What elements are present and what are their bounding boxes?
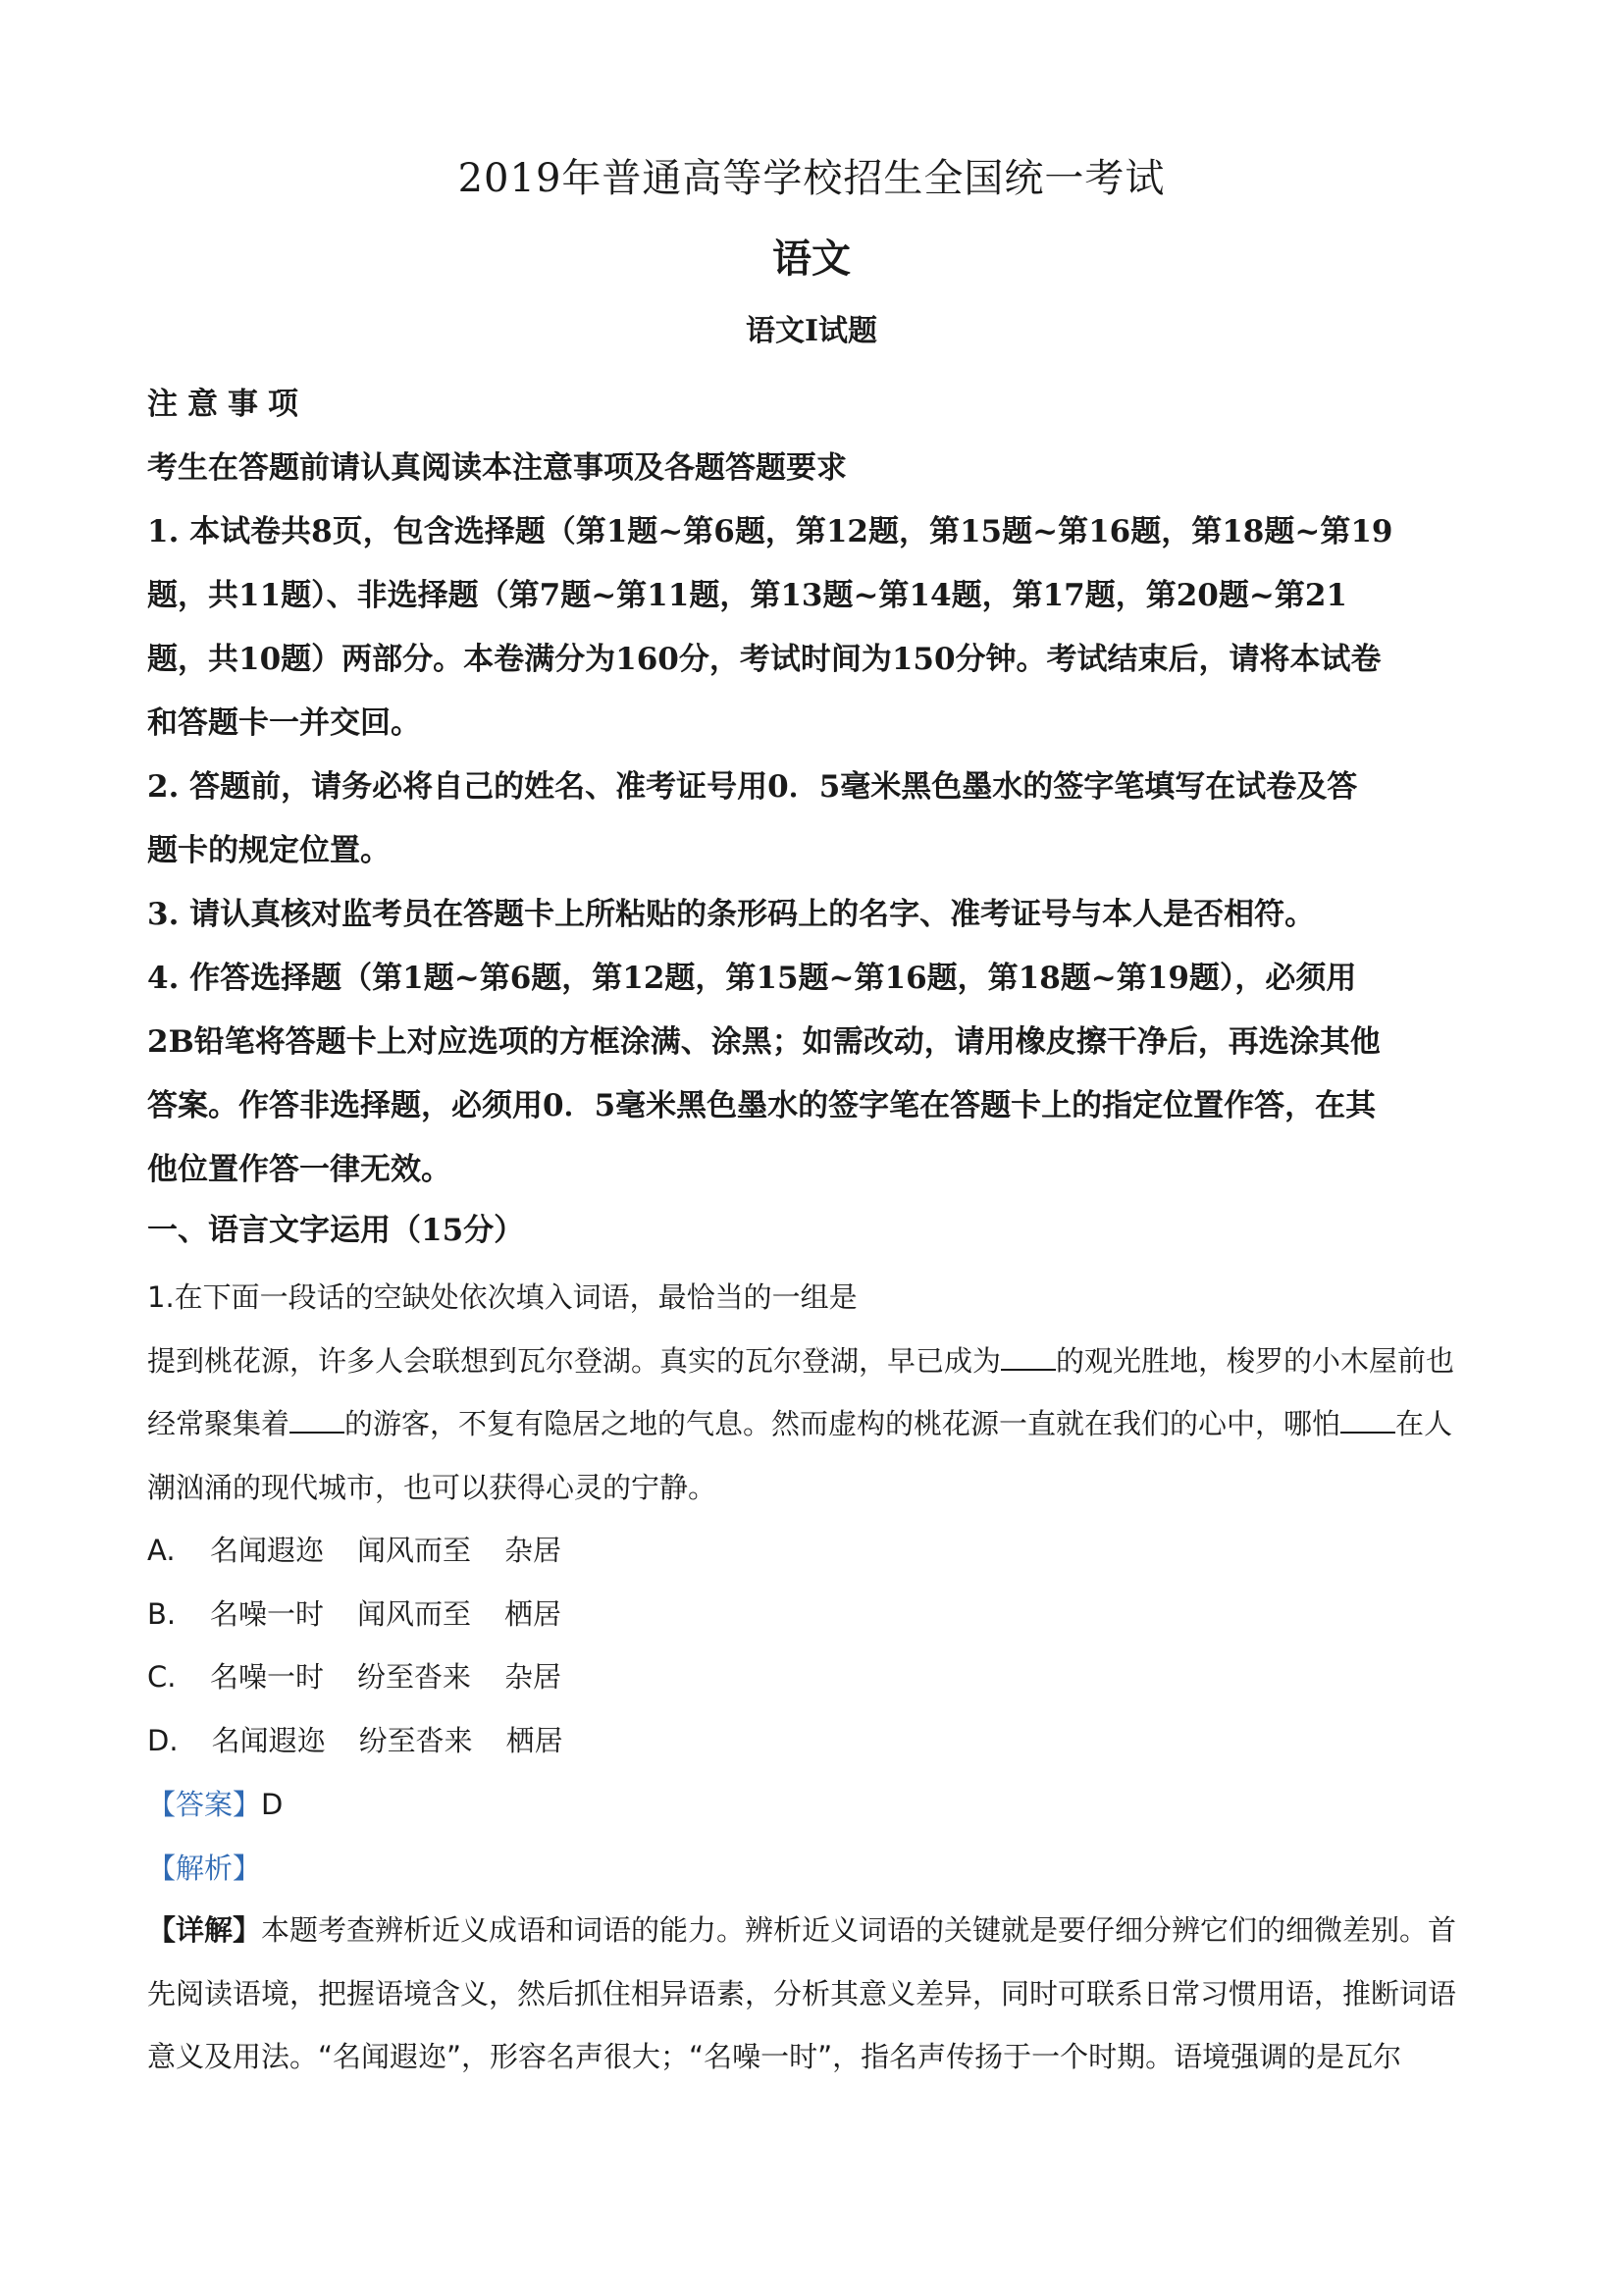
analysis-line — [147, 1837, 1492, 1901]
question-1 — [147, 1266, 1492, 1519]
detail-line: 【详解】本题考查辨析近义成语和词语的能力。辨析近义词语的关键就是要仔细分辨它们的细微差别。首 — [147, 1913, 1457, 1947]
detail-label: 【详解】 — [147, 1913, 262, 1947]
fill-blank — [1340, 1403, 1395, 1434]
instruction-line: 题，共11题）、非选择题（第7题~第11题，第13题~第14题，第17题，第20题~第21 — [147, 578, 1347, 613]
instruction-line: 题，共10题）两部分。本卷满分为160分，考试时间为150分钟。考试结束后，请将本试卷 — [147, 642, 1382, 677]
option-c: C. 名噪一时 纷至沓来 杂居 — [147, 1660, 562, 1694]
question-stem: 1.在下面一段话的空缺处依次填入词语，最恰当的一组是 — [147, 1280, 858, 1314]
instructions-intro: 考生在答题前请认真阅读本注意事项及各题答题要求 — [147, 450, 847, 486]
instruction-line: 他位置作答一律无效。 — [147, 1152, 451, 1187]
answer-block — [147, 1773, 1492, 1900]
detail-line: 先阅读语境，把握语境含义，然后抓住相异语素，分析其意义差异，同时可联系日常习惯用语，推断词语 — [147, 1976, 1457, 2010]
subject-title: 语文 — [772, 235, 851, 282]
answer-line — [147, 1773, 1492, 1837]
fill-blank — [289, 1403, 344, 1434]
instruction-line: 答案。作答非选择题，必须用0．5毫米黑色墨水的签字笔在答题卡上的指定位置作答，在其 — [147, 1088, 1377, 1123]
passage-line: 提到桃花源，许多人会联想到瓦尔登湖。真实的瓦尔登湖，早已成为 的观光胜地，梭罗的小木屋前也 — [147, 1330, 1492, 1393]
section-heading: 一、语言文字运用（15分） — [147, 1213, 525, 1248]
instruction-line: 2. 答题前，请务必将自己的姓名、准考证号用0．5毫米黑色墨水的签字笔填写在试卷及答 — [147, 769, 1358, 805]
instruction-line: 2B铅笔将答题卡上对应选项的方框涂满、涂黑；如需改动，请用橡皮擦干净后，再选涂其他 — [147, 1024, 1381, 1060]
option-d: D. 名闻遐迩 纷至沓来 栖居 — [147, 1723, 563, 1757]
detail-line: 意义及用法。“名闻遐迩”，形容名声很大；“名噪一时”，指名声传扬于一个时期。语境强调的是瓦尔 — [147, 2040, 1402, 2073]
instruction-line: 3. 请认真核对监考员在答题卡上所粘贴的条形码上的名字、准考证号与本人是否相符。 — [147, 897, 1316, 932]
paper-title: 语文Ⅰ试题 — [745, 314, 878, 348]
fill-blank — [1001, 1340, 1056, 1371]
instructions-heading: 注意事项 — [147, 387, 308, 422]
analysis-label: 【解析】 — [147, 1851, 262, 1885]
detail-explanation — [147, 1899, 1492, 2089]
passage-line: 经常聚集着 的游客，不复有隐居之地的气息。然而虚构的桃花源一直就在我们的心中，哪怕 在人 — [147, 1392, 1492, 1456]
instruction-line: 题卡的规定位置。 — [147, 833, 391, 868]
instruction-line: 4. 作答选择题（第1题~第6题，第12题，第15题~第16题，第18题~第19题），必须用 — [147, 961, 1357, 996]
instructions — [147, 373, 1492, 1202]
answer-label: 【答案】 — [147, 1788, 262, 1821]
answer-value: D — [261, 1788, 284, 1821]
answer-options — [147, 1519, 1492, 1772]
instruction-line: 1. 本试卷共8页，包含选择题（第1题~第6题，第12题，第15题~第16题，第18题~第19 — [147, 514, 1393, 549]
exam-title: 2019年普通高等学校招生全国统一考试 — [457, 156, 1166, 201]
option-b: B. 名噪一时 闻风而至 栖居 — [147, 1596, 562, 1631]
passage-line: 潮汹涌的现代城市，也可以获得心灵的宁静。 — [147, 1470, 717, 1504]
instruction-line: 和答题卡一并交回。 — [147, 705, 421, 741]
option-a: A. 名闻遐迩 闻风而至 杂居 — [147, 1534, 562, 1567]
